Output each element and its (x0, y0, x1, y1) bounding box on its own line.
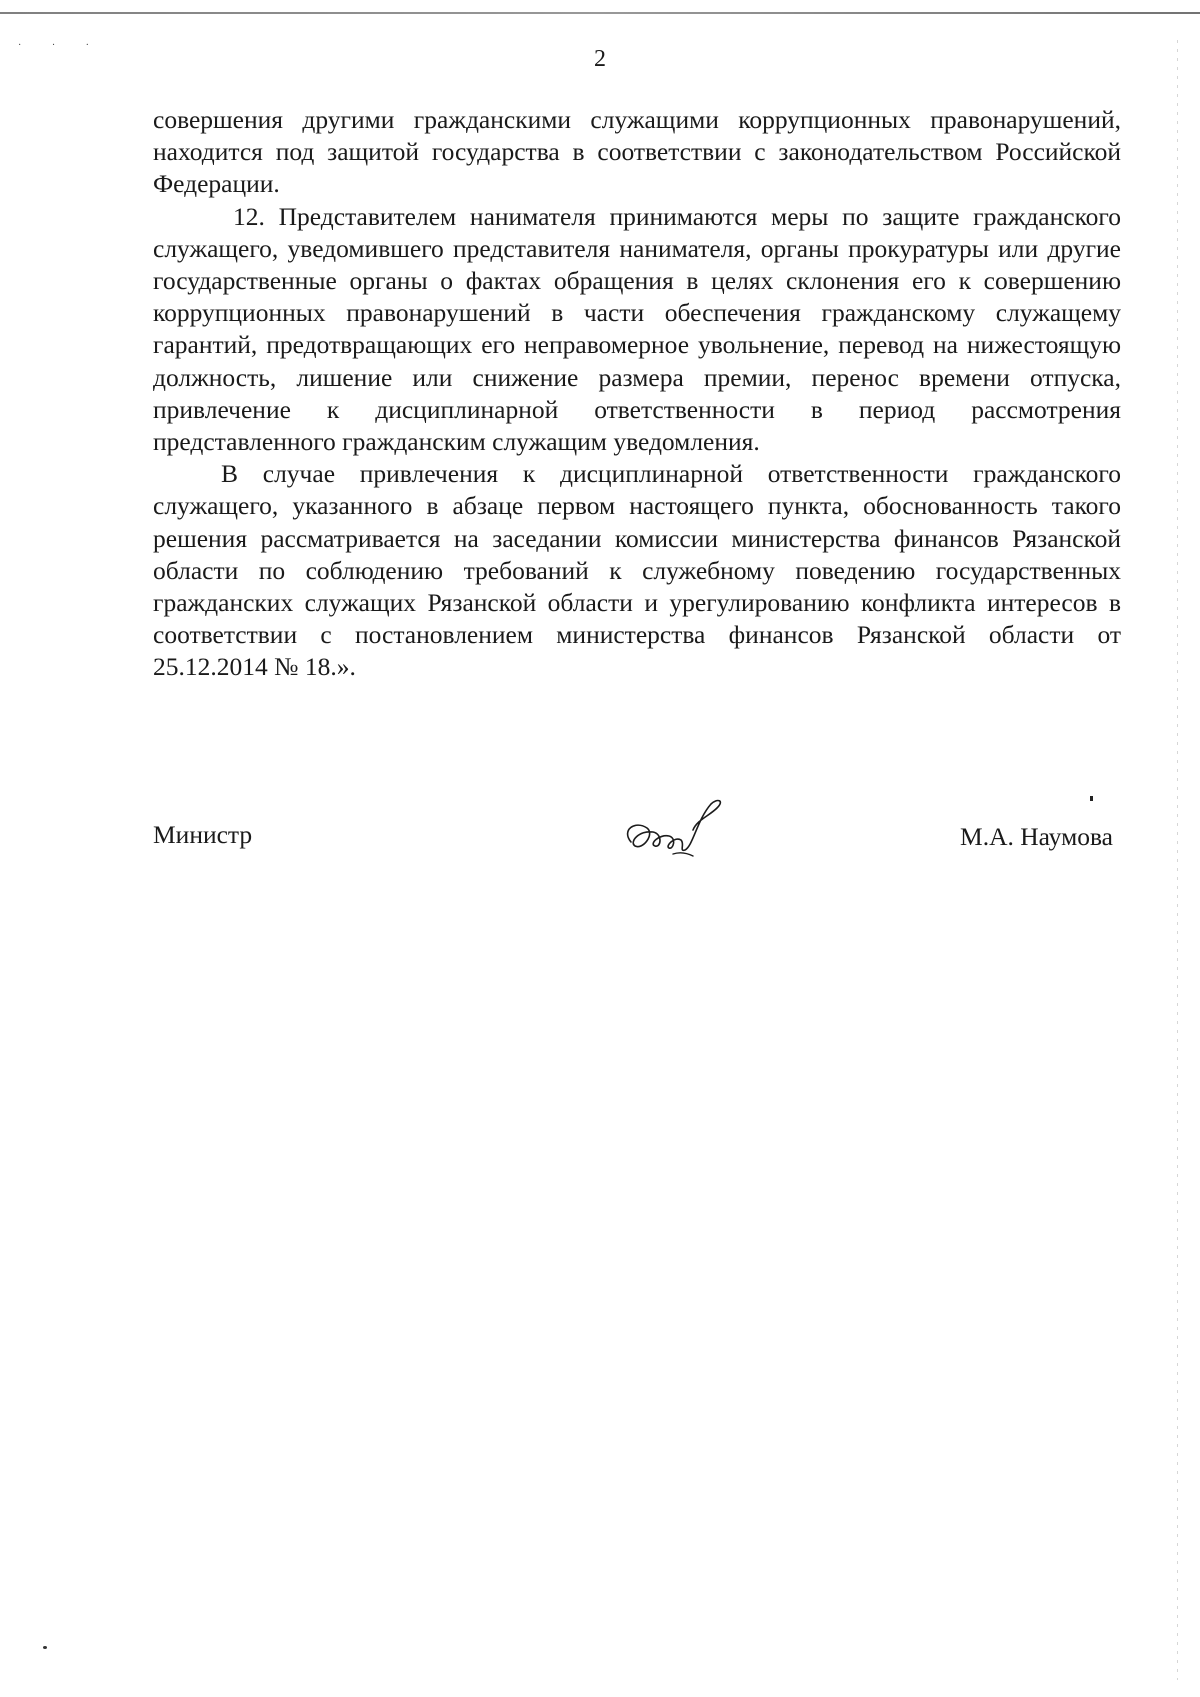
scan-speck (43, 1646, 47, 1649)
ink-mark (1090, 796, 1093, 801)
document-body (153, 104, 1121, 684)
paragraph-item-12: 12. Представителем нанимателя принимаются меры по защите гражданского служащего, уведомившего представителя нанимателя, органы прокуратуры или другие государственные органы о фактах обращения в целях склонения его к совершению коррупционных правонарушений в части обеспечения гражданскому служащему гарантий, предотвращающих его неправомерное увольнение, перевод на нижестоящую должность, лишение или снижение размера премии, перенос времени отпуска, привлечение к дисциплинарной ответственности в период рассмотрения представленного гражданским служащим уведомления. (153, 201, 1121, 457)
paragraph-disciplinary: В случае привлечения к дисциплинарной ответственности гражданского служащего, указанного в абзаце первом настоящего пункта, обоснованность такого решения рассматривается на заседании комиссии министерства финансов Рязанской области по соблюдению требований к служебному поведению государственных гражданских служащих Рязанской области и урегулированию конфликта интересов в соответствии с постановлением министерства финансов Рязанской области от 25.12.2014 № 18.». (153, 459, 1121, 682)
handwritten-signature (613, 790, 733, 870)
signatory-name: М.А. Наумова (960, 822, 1113, 851)
signatory-position: Министр (153, 820, 253, 849)
page-number: 2 (594, 46, 606, 72)
signature-block (153, 790, 1121, 880)
paragraph-continuation: совершения другими гражданскими служащими коррупционных правонарушений, находится под защитой государства в соответствии с законодательством Российской Федерации. (153, 105, 1121, 199)
scan-specks: · · · (18, 40, 103, 51)
scan-edge-right (1177, 40, 1178, 1680)
scan-edge-top (0, 12, 1200, 14)
